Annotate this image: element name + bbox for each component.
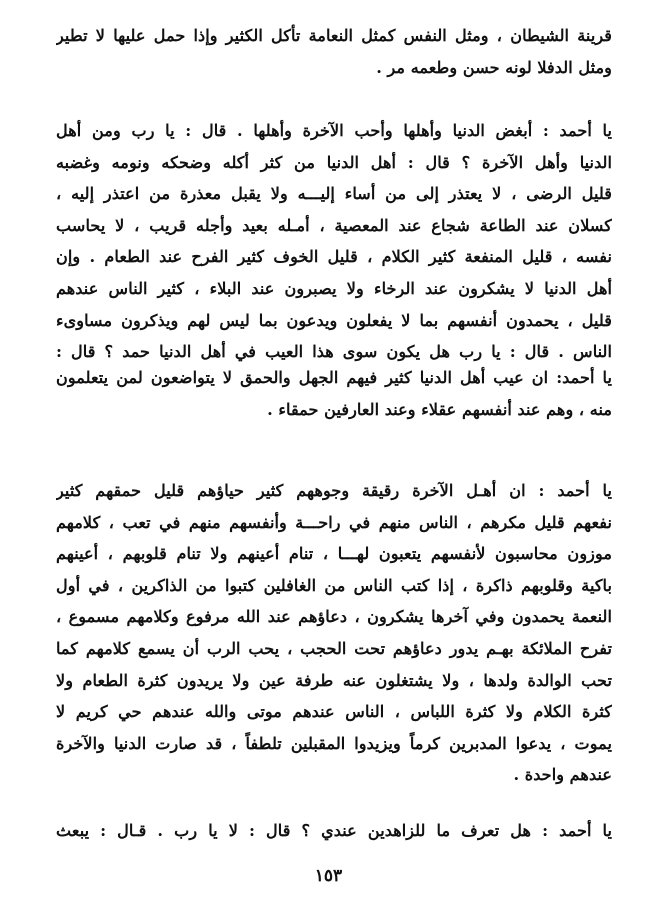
text-line: يا أحمد : أبغض الدنيا وأهلها وأحب الآخرة وأهلها . قال : يا رب ومن أهل (56, 121, 612, 140)
text-line: قليل الرضى ، لا يعتذر إلى من أساء إليـــه ولا يقبل معذرة من اعتذر إليه ، (56, 184, 612, 204)
text-line: قليل ، يحمدون أنفسهم بما لا يفعلون ويدعون بما ليس لهم ويذكرون مساوىء (56, 310, 612, 330)
paragraph-3 (56, 362, 612, 425)
text-line: يا أحمد: ان عيب أهل الدنيا كثير فيهم الجهل والحمق لا يتواضعون لمن يتعلمون (56, 368, 612, 387)
text-line: موزون محاسبون لأنفسهم يتعبون لهـــا ، تنام أعينهم ولا تنام قلوبهم ، أعينهم (56, 544, 612, 564)
text-line: تحب الوالدة ولدها ، ولا يشتغلون عنه طرفة عين ولا يريدون كثرة الطعام ولا (56, 670, 612, 690)
paragraph-1 (56, 20, 612, 83)
paragraph-2 (56, 115, 612, 368)
text-line: يموت ، يدعوا المدبرين كرماً ويزيدوا المقبلين تلطفاً ، قد صارت الدنيا والآخرة (56, 733, 612, 753)
text-line: منه ، وهم عند أنفسهم عقلاء وعند العارفين حمقاء . (267, 399, 612, 419)
text-line: نفسه ، قليل المنفعة كثير الكلام ، قليل الخوف كثير الفرح عند الطعام . وإن (56, 247, 612, 267)
text-line: نفعهم قليل مكرهم ، الناس منهم في راحـــة وأنفسهم منهم في تعب ، كلامهم (56, 512, 612, 532)
text-line: باكية وقلوبهم ذاكرة ، إذا كتب الناس من الغافلين كتبوا من الذاكرين ، في أول (56, 575, 612, 595)
text-line: النعمة يحمدون وفي آخرها يشكرون ، دعاؤهم عند الله مرفوع وكلامهم مسموع ، (56, 607, 612, 627)
text-line: الدنيا وأهل الآخرة ؟ قال : أهل الدنيا من كثر أكله وضحكه ونومه وغضبه (56, 152, 612, 172)
paragraph-4 (56, 475, 612, 791)
text-line: قرينة الشيطان ، ومثل النفس كمثل النعامة تأكل الكثير وإذا حمل عليها لا تطير (56, 26, 612, 45)
text-line: كثرة الكلام ولا كثرة اللباس ، الناس عندهم موتى والله عندهم حي كريم لا (56, 702, 612, 722)
text-line: عندهم واحدة . (513, 765, 612, 785)
text-line: تفرح الملائكة بهـم يدور دعاؤهم تحت الحجب ، يحب الرب أن يسمع كلامهم كما (56, 638, 612, 658)
text-line: ومثل الدفلا لونه حسن وطعمه مر . (376, 57, 612, 77)
text-line: كسلان عند الطاعة شجاع عند المعصية ، أمـله بعيد وأجله قريب ، لا يحاسب (56, 215, 612, 235)
text-line: يا أحمد : هل تعرف ما للزاهدين عندي ؟ قال : لا يا رب . قـال : يبعث (56, 821, 612, 840)
paragraph-5 (56, 815, 612, 847)
page-number: ١٥٣ (314, 866, 343, 886)
text-line: أهل الدنيا لا يشكرون عند الرخاء ولا يصبرون عند البلاء ، كثير الناس عندهم (56, 278, 612, 298)
text-line: الناس . قال : يا رب هل يكون سوى هذا العيب في أهل الدنيا حمد ؟ قال : (56, 342, 612, 362)
text-line: يا أحمد : ان أهـل الآخرة رقيقة وجوههم كثير حياؤهم قليل حمقهم كثير (56, 481, 612, 500)
